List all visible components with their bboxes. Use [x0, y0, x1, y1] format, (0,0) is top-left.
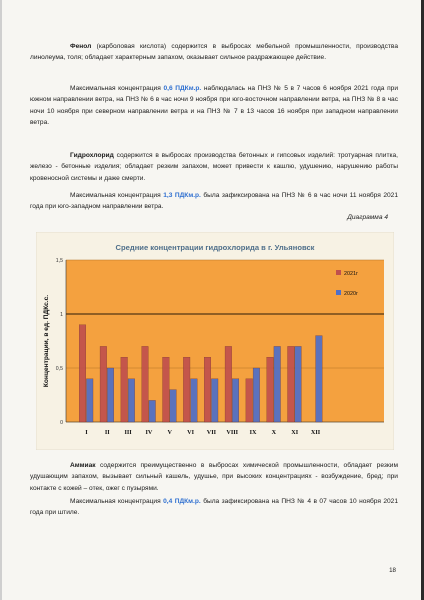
- y-tick-label: 0,5: [55, 366, 63, 372]
- ammonia-max-prefix: Максимальная концентрация: [70, 498, 161, 505]
- x-tick-label: II: [104, 429, 110, 436]
- ammonia-text: содержится преимущественно в выбросах химической промышленности, обладает резким удушающим запахом, вызывает сильный кашель, удушье, при высоких концентрациях - возбуждение, бред; при контакте с кожей – отек, ожег с пузырями.: [30, 462, 398, 492]
- diagram-caption: Диаграмма 4: [347, 214, 388, 221]
- bar-series1: [204, 357, 211, 422]
- ammonia-max-value: 0,4 ПДКм.р.: [163, 498, 201, 505]
- ammonia-paragraph: [30, 460, 398, 494]
- x-tick-label: VIII: [226, 429, 239, 436]
- bar-series1: [225, 346, 232, 422]
- bar-series1: [121, 357, 128, 422]
- bar-series2: [232, 379, 239, 422]
- phenol-title: Фенол: [70, 43, 92, 50]
- bar-series1: [163, 357, 170, 422]
- bar-series2: [211, 379, 218, 422]
- chart-container: [36, 232, 394, 450]
- ammonia-title: Аммиак: [70, 462, 96, 469]
- x-tick-label: III: [124, 429, 132, 436]
- phenol-max-value: 0,6 ПДКм.р.: [163, 85, 202, 92]
- hcl-text: содержится в выбросах производства бетонных и гипсовых изделий: тротуарная плитка, железо - бетонные изделия; обладает резким запахом, может привести к кашлю, удушению, нарушению работы кровеносной системы и даже смерти.: [30, 152, 399, 182]
- x-tick-label: IX: [249, 429, 257, 436]
- ammonia-max-paragraph: [30, 496, 398, 519]
- bar-series1: [183, 357, 190, 422]
- x-tick-label: XII: [310, 429, 321, 436]
- phenol-max-prefix: Максимальная концентрация: [70, 85, 161, 92]
- x-tick-label: V: [167, 429, 172, 436]
- bar-series1: [288, 346, 295, 422]
- page-number: 18: [389, 567, 396, 574]
- y-tick-label: 0: [60, 420, 63, 426]
- hcl-max-text: была зафиксирована на ПНЗ № 6 в час ночи 11 ноября 2021 года при юго-западном направлении ветра.: [30, 192, 398, 211]
- bar-series2: [274, 346, 281, 422]
- left-edge: [0, 0, 2, 600]
- hcl-max-prefix: Максимальная концентрация: [70, 192, 161, 199]
- phenol-max-text: наблюдалась на ПНЗ № 5 в 7 часов 6 ноября 2021 года при южном направлении ветра, на ПНЗ № 6 в час ночи 9 ноября при юго-восточном направлении ветра, на ПНЗ № 8 в час ночи 10 ноября при северном направлении ветра и на ПНЗ № 7 в 13 часов 16 ноября при западном направлении ветра.: [30, 85, 399, 127]
- bar-series1: [246, 379, 253, 422]
- legend-swatch: [336, 270, 341, 275]
- bar-series1: [142, 346, 149, 422]
- bar-series2: [107, 368, 114, 422]
- x-tick-label: I: [85, 429, 88, 436]
- bar-series2: [191, 379, 198, 422]
- hcl-max-value: 1,3 ПДКм.р.: [163, 192, 201, 199]
- y-tick-label: 1,5: [55, 258, 63, 264]
- bar-series2: [295, 346, 302, 422]
- bar-chart: [36, 232, 394, 450]
- legend-label: 2020г: [344, 291, 358, 297]
- phenol-max-paragraph: [30, 83, 398, 129]
- bar-series2: [170, 390, 177, 422]
- hcl-paragraph: [30, 150, 398, 184]
- hcl-max-paragraph: [30, 190, 398, 213]
- y-tick-label: 1: [60, 312, 63, 318]
- x-tick-label: VII: [206, 429, 217, 436]
- x-tick-label: XI: [291, 429, 299, 436]
- phenol-paragraph: [30, 41, 398, 64]
- y-axis-label: Концентрации, в ед. ПДКс.с.: [43, 294, 50, 388]
- bar-series1: [100, 346, 107, 422]
- x-tick-label: VI: [187, 429, 195, 436]
- bar-series2: [253, 368, 260, 422]
- chart-title: Средние концентрации гидрохлорида в г. Ульяновск: [115, 243, 315, 252]
- bar-series2: [149, 400, 156, 422]
- bar-series2: [128, 379, 135, 422]
- legend-label: 2021г: [344, 271, 358, 277]
- bar-series1: [267, 357, 274, 422]
- x-tick-label: IV: [145, 429, 153, 436]
- legend-swatch: [336, 290, 341, 295]
- bar-series2: [86, 379, 93, 422]
- ammonia-max-text: была зафиксирована на ПНЗ № 4 в 07 часов 10 ноября 2021 года при штиле.: [30, 498, 398, 517]
- x-tick-label: X: [271, 429, 277, 436]
- bar-series2: [316, 336, 323, 422]
- bar-series1: [79, 325, 86, 422]
- hcl-title: Гидрохлорид: [70, 152, 114, 159]
- phenol-text: (карболовая кислота) содержится в выбросах мебельной промышленности, производства линолеума, толя; обладает характерным запахом, оказывает сильное раздражающее действие.: [30, 43, 398, 62]
